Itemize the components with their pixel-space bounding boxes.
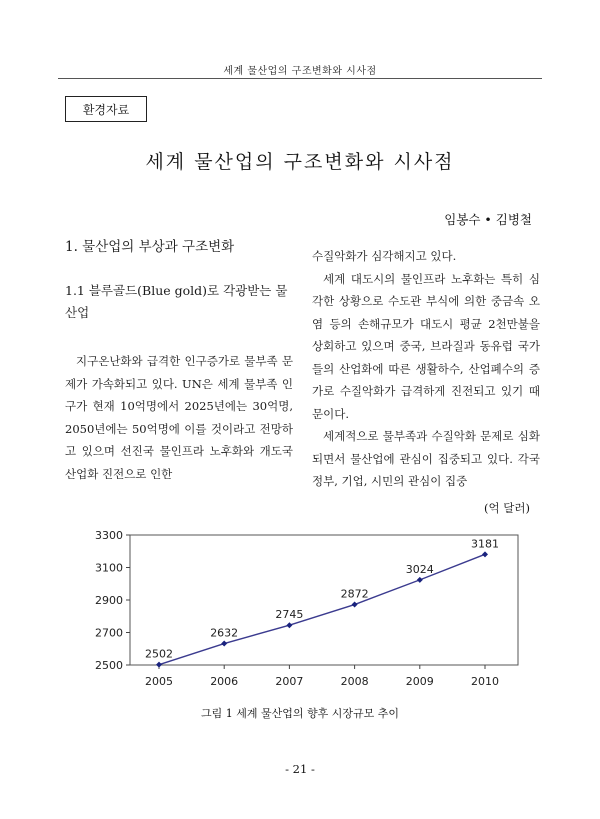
- y-tick-label: 2500: [95, 659, 123, 672]
- body-paragraph: 수질악화가 심각해지고 있다.: [312, 249, 457, 263]
- data-label: 3181: [471, 537, 499, 551]
- body-paragraph: 지구온난화와 급격한 인구증가로 물부족 문제가 가속화되고 있다. UN은 세계 물부족 인구가 현재 10억명에서 2025년에는 30억명, 2050년에는 50억명에 이를 것이라고 전망하고 있으며 선진국 물인프라 노후화와 개도국 산업화 진전으로 인한: [65, 354, 293, 481]
- data-label: 2502: [145, 647, 173, 661]
- subsection-heading: 1.1 블루골드(Blue gold)로 각광받는 물산업: [65, 283, 288, 320]
- article-title: 세계 물산업의 구조변화와 시사점: [145, 151, 455, 173]
- data-label: 2872: [340, 587, 369, 601]
- x-tick-label: 2005: [145, 675, 173, 688]
- series-line: [159, 554, 485, 664]
- header-rule: [58, 78, 542, 79]
- data-point: [156, 662, 162, 668]
- page-number: - 21 -: [285, 762, 315, 776]
- x-tick-label: 2009: [405, 675, 434, 688]
- running-header: 세계 물산업의 구조변화와 시사점: [223, 66, 377, 77]
- y-tick-label: 2700: [95, 626, 123, 640]
- x-tick-label: 2006: [210, 675, 239, 688]
- y-tick-label: 3100: [95, 561, 123, 575]
- market-size-line-chart: [95, 524, 530, 694]
- x-tick-label: 2010: [471, 675, 499, 688]
- left-column: [65, 236, 293, 485]
- data-point: [417, 577, 423, 583]
- body-paragraph: 세계 대도시의 물인프라 노후화는 특히 심각한 상황으로 수도관 부식에 의한 중금속 오염 등의 손해규모가 대도시 평균 2천만불을 상회하고 있으며 중국, 브라질과 동유럽 국가들의 산업화에 따른 생활하수, 산업폐수의 증가로 수질악화가 급격하게 진전되고 있기 때문이다.: [312, 271, 540, 421]
- category-label: 환경자료: [65, 96, 147, 122]
- x-tick-label: 2007: [275, 675, 304, 688]
- right-column: [312, 245, 540, 493]
- section-heading: 1. 물산업의 부상과 구조변화: [65, 239, 235, 255]
- data-label: 2745: [275, 608, 304, 622]
- plot-area-frame: [130, 535, 518, 665]
- chart-unit-label: (억 달러): [484, 501, 530, 515]
- x-tick-label: 2008: [340, 675, 369, 688]
- figure-caption: 그림 1 세계 물산업의 향후 시장규모 추이: [201, 707, 399, 720]
- data-point: [352, 602, 358, 608]
- body-paragraph: 세계적으로 물부족과 수질악화 문제로 심화되면서 물산업에 관심이 집중되고 있다. 각국 정부, 기업, 시민의 관심이 집중: [312, 429, 540, 488]
- authors: 임봉수 • 김병철: [444, 212, 532, 227]
- data-label: 2632: [210, 626, 239, 640]
- data-point: [482, 551, 488, 557]
- y-tick-label: 2900: [95, 594, 123, 607]
- data-point: [221, 641, 227, 647]
- data-label: 3024: [405, 562, 434, 576]
- data-point: [286, 622, 292, 628]
- y-tick-label: 3300: [95, 529, 123, 542]
